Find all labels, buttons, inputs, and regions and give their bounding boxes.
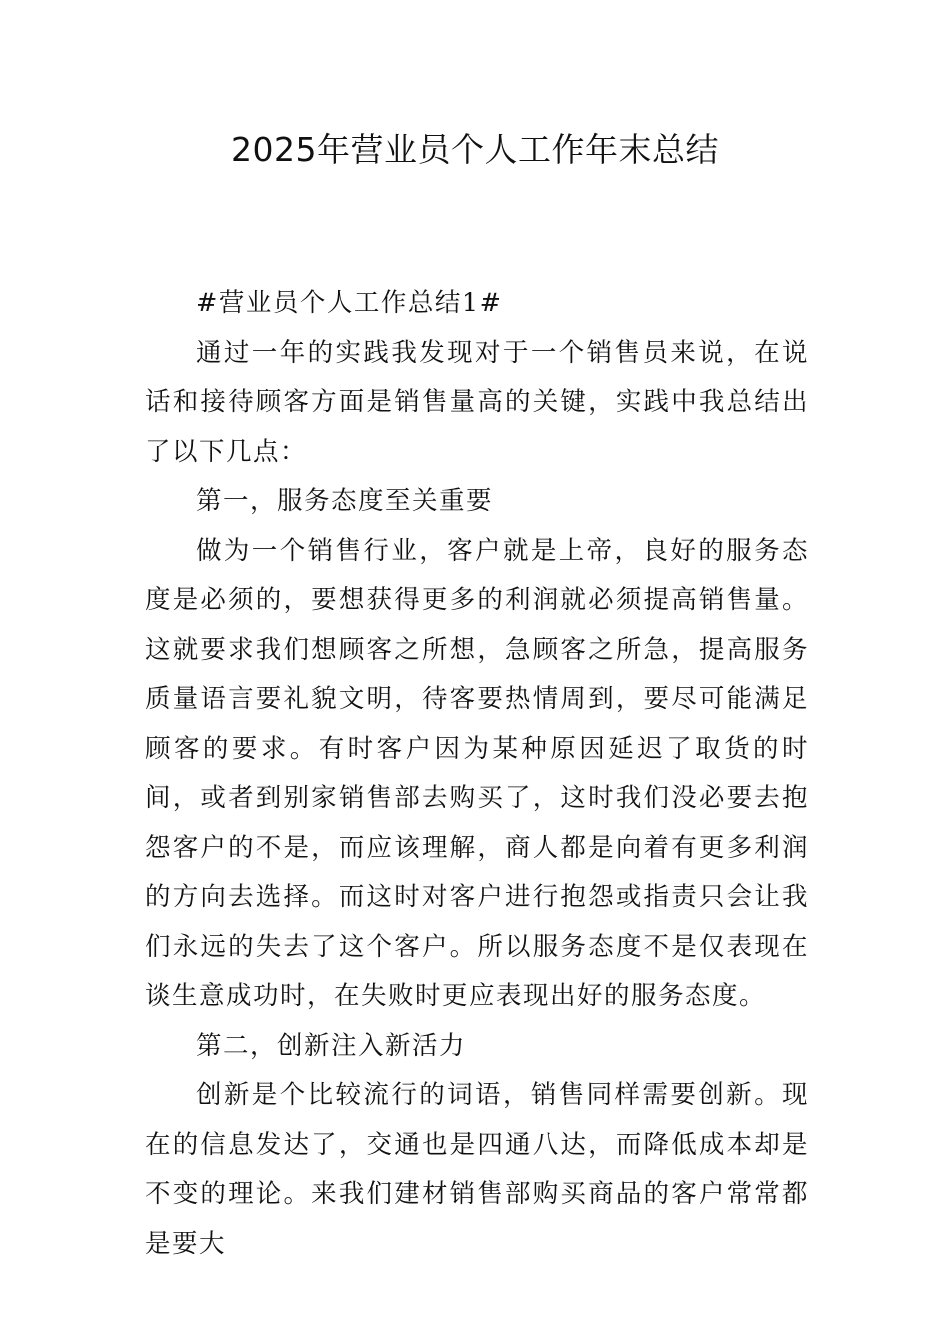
document-title: 2025年营业员个人工作年末总结 — [231, 130, 719, 169]
point-two-heading: 第二，创新注入新活力 — [196, 1030, 467, 1061]
intro-paragraph: 通过一年的实践我发现对于一个销售员来说，在说话和接待顾客方面是销售量高的关键，实践中我总结出了以下几点： — [145, 337, 809, 467]
document-body — [145, 279, 809, 1269]
point-one-heading: 第一，服务态度至关重要 — [196, 486, 494, 516]
section-heading-1: #营业员个人工作总结1# — [196, 288, 503, 318]
point-two-paragraph: 创新是个比较流行的词语，销售同样需要创新。现在的信息发达了，交通也是四通八达，而降低成本却是不变的理论。来我们建材销售部购买商品的客户常常都是要大 — [145, 1080, 809, 1259]
point-one-paragraph: 做为一个销售行业，客户就是上帝，良好的服务态度是必须的，要想获得更多的利润就必须提高销售量。这就要求我们想顾客之所想，急顾客之所急，提高服务质量语言要礼貌文明，待客要热情周到，要尽可能满足顾客的要求。有时客户因为某种原因延迟了取货的时间，或者到别家销售部去购买了，这时我们没必要去抱怨客户的不是，而应该理解，商人都是向着有更多利润的方向去选择。而这时对客户进行抱怨或指责只会让我们永远的失去了这个客户。所以服务态度不是仅表现在谈生意成功时，在失败时更应表现出好的服务态度。 — [145, 535, 809, 1011]
